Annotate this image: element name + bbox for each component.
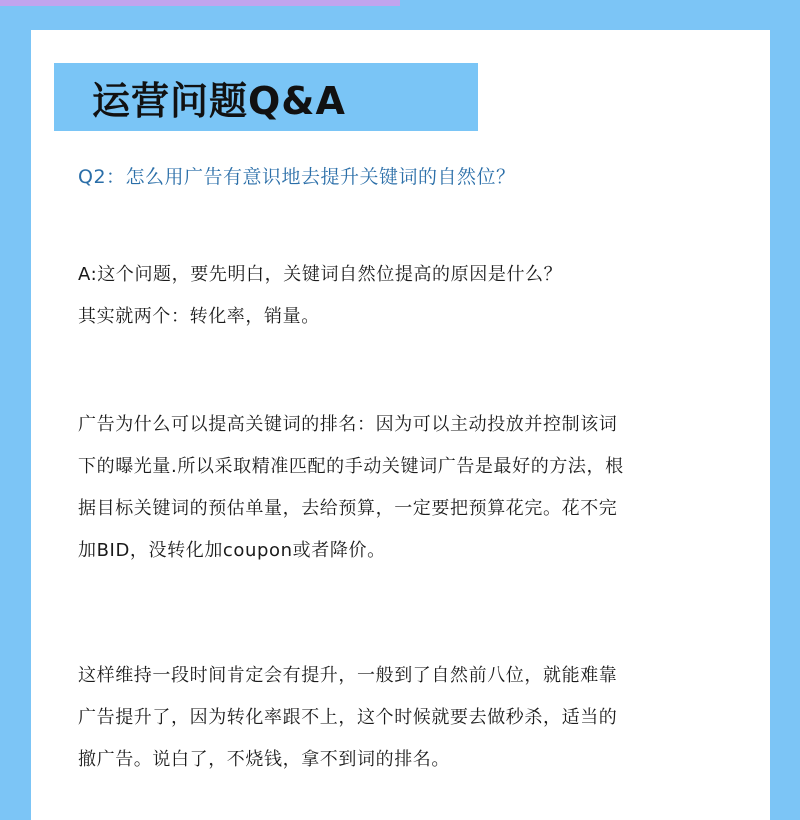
answer-paragraph-2 xyxy=(78,404,758,572)
paragraph-line: 其实就两个：转化率，销量。 xyxy=(78,306,320,327)
paragraph-line: 撤广告。说白了，不烧钱，拿不到词的排名。 xyxy=(78,749,450,770)
paragraph-line: 广告为什么可以提高关键词的排名：因为可以主动投放并控制该词 xyxy=(78,414,618,435)
answer-paragraph-3 xyxy=(78,655,758,781)
paragraph-line: A:这个问题，要先明白，关键词自然位提高的原因是什么？ xyxy=(78,264,563,285)
paragraph-line: 据目标关键词的预估单量，去给预算，一定要把预算花完。花不完 xyxy=(78,498,618,519)
answer-paragraph-1 xyxy=(78,254,758,338)
paragraph-line: 这样维持一段时间肯定会有提升，一般到了自然前八位，就能难靠 xyxy=(78,665,618,686)
paragraph-line: 加BID，没转化加coupon或者降价。 xyxy=(78,540,386,561)
content-card xyxy=(31,30,770,820)
page-title: 运营问题Q&A xyxy=(92,78,346,123)
top-accent-strip xyxy=(0,0,400,6)
title-banner xyxy=(54,63,478,131)
question-heading: Q2：怎么用广告有意识地去提升关键词的自然位？ xyxy=(78,166,516,188)
paragraph-line: 广告提升了，因为转化率跟不上，这个时候就要去做秒杀，适当的 xyxy=(78,707,618,728)
paragraph-line: 下的曝光量.所以采取精准匹配的手动关键词广告是最好的方法，根 xyxy=(78,456,624,477)
